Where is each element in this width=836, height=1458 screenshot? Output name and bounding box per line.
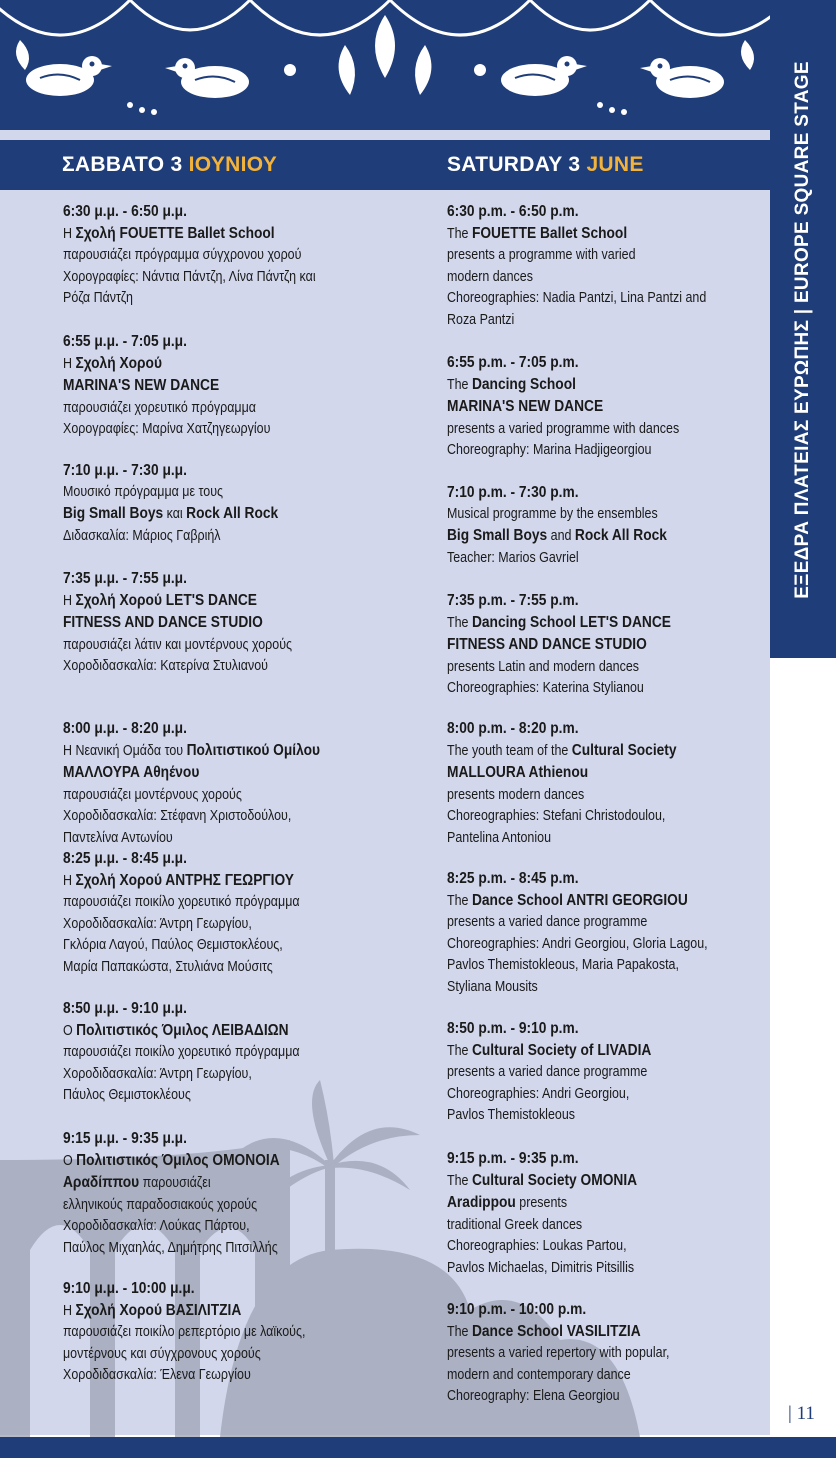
- event-detail: presents a programme with varied: [447, 247, 636, 263]
- event-time: 6:55 p.m. - 7:05 p.m.: [447, 354, 579, 371]
- event-performer: Σχολή FOUETTE Ballet School: [75, 224, 275, 242]
- event-detail: παρουσιάζει πρόγραμμα σύγχρονου χορού: [63, 247, 302, 263]
- event-block: [63, 201, 393, 310]
- event-detail: Χοροδιδασκαλία: Άντρη Γεωργίου,: [63, 1065, 252, 1082]
- event-detail: Μουσικό πρόγραμμα με τους: [63, 483, 224, 500]
- event-detail: Χοροδιδασκαλία: Λούκας Πάρτου,: [63, 1218, 250, 1234]
- event-detail: Choreographies: Andri Georgiou,: [447, 1085, 630, 1102]
- event-detail: Διδασκαλία: Μάριος Γαβριήλ: [63, 527, 221, 544]
- event-time: 9:10 μ.μ. - 10:00 μ.μ.: [63, 1280, 195, 1297]
- event-title-line: [63, 375, 347, 398]
- event-title-line: [447, 525, 731, 548]
- event-detail: Pavlos Themistokleous: [447, 1107, 576, 1123]
- event-performer: Big Small Boys: [447, 527, 548, 544]
- event-performer: Rock All Rock: [186, 505, 279, 522]
- event-title-line: [63, 590, 347, 613]
- event-detail: παρουσιάζει ποικίλο ρεπερτόριο με λαϊκούς,: [63, 1324, 306, 1340]
- event-performer: Dance School ANTRI GEORGIOU: [471, 891, 688, 909]
- event-time: 7:10 μ.μ. - 7:30 μ.μ.: [63, 462, 187, 479]
- event-performer: Dancing School: [471, 375, 576, 393]
- bottom-bar: [0, 1437, 836, 1458]
- event-title-line: [447, 223, 731, 246]
- event-detail: presents Latin and modern dances: [447, 658, 640, 675]
- event-performer: Σχολή Χορού ΑΝΤΡΗΣ ΓΕΩΡΓΙΟΥ: [75, 871, 294, 889]
- event-detail: Pavlos Themistokleous, Maria Papakosta,: [447, 957, 679, 973]
- event-block: [447, 201, 777, 331]
- event-time: 7:10 p.m. - 7:30 p.m.: [447, 484, 579, 501]
- event-performer: Σχολή Χορού ΒΑΣΙΛΙΤΖΙΑ: [75, 1301, 242, 1319]
- event-detail: Pantelina Antoniou: [447, 829, 552, 846]
- event-detail: Χορογραφίες: Νάντια Πάντζη, Λίνα Πάντζη και: [63, 268, 316, 285]
- event-block: [447, 718, 777, 849]
- event-performer: Big Small Boys: [63, 505, 164, 522]
- event-detail: Χοροδιδασκαλία: Άντρη Γεωργίου,: [63, 915, 252, 932]
- event-block: [63, 998, 393, 1107]
- event-time: 6:30 p.m. - 6:50 p.m.: [447, 203, 579, 220]
- event-block: [63, 460, 393, 547]
- greek-date-heading: ΣΑΒΒΑΤΟ 3 ΙΟΥΝΙΟΥ: [62, 153, 278, 176]
- event-block: [447, 1148, 777, 1279]
- event-time: 7:35 p.m. - 7:55 p.m.: [447, 592, 579, 609]
- event-time: 8:25 p.m. - 8:45 p.m.: [447, 870, 579, 887]
- venue-label: ΕΞΕΔΡΑ ΠΛΑΤΕΙΑΣ ΕΥΡΩΠΗΣ | EUROPE SQUARE STAGE: [792, 61, 813, 599]
- event-performer: Σχολή Χορού: [75, 354, 162, 372]
- event-block: [447, 482, 777, 569]
- event-title-prefix: The: [447, 614, 472, 631]
- event-performer: FITNESS AND DANCE STUDIO: [63, 614, 263, 631]
- event-title-line: [63, 1150, 347, 1173]
- event-title-line: [63, 223, 347, 246]
- event-detail: Choreography: Marina Hadjigeorgiou: [447, 442, 652, 458]
- event-block: [447, 352, 777, 462]
- event-detail: Roza Pantzi: [447, 311, 515, 328]
- event-detail: ελληνικούς παραδοσιακούς χορούς: [63, 1196, 258, 1213]
- event-detail: παρουσιάζει ποικίλο χορευτικό πρόγραμμα: [63, 1044, 300, 1060]
- event-title-line: [447, 1321, 731, 1344]
- event-detail: Χοροδιδασκαλία: Έλενα Γεωργίου: [63, 1367, 251, 1383]
- event-time: 8:50 μ.μ. - 9:10 μ.μ.: [63, 1000, 187, 1017]
- event-detail: Χορογραφίες: Μαρίνα Χατζηγεωργίου: [63, 421, 271, 437]
- event-title-line: [447, 1192, 731, 1215]
- event-title-line: [63, 353, 347, 376]
- event-time: 8:50 p.m. - 9:10 p.m.: [447, 1020, 579, 1037]
- event-detail: Χοροδιδασκαλία: Κατερίνα Στυλιανού: [63, 658, 268, 674]
- event-title-line: [63, 870, 347, 893]
- event-title-prefix: Ο: [63, 1152, 77, 1169]
- event-title-line: [447, 740, 731, 763]
- event-detail: Choreographies: Nadia Pantzi, Lina Pantzi and: [447, 290, 707, 306]
- event-time: 7:35 μ.μ. - 7:55 μ.μ.: [63, 570, 187, 587]
- event-title-prefix: The: [447, 1172, 472, 1189]
- event-detail: Ρόζα Πάντζη: [63, 290, 134, 306]
- event-performer: Σχολή Χορού LET'S DANCE: [75, 591, 257, 609]
- event-title-line: [63, 1172, 347, 1195]
- event-performer: Dance School VASILITZIA: [471, 1322, 641, 1340]
- event-performer: Πολιτιστικός Όμιλος ΛΕΙΒΑΔΙΩΝ: [76, 1021, 289, 1039]
- event-block: [63, 848, 393, 978]
- event-title-prefix: The youth team of the: [447, 742, 572, 759]
- event-block: [447, 1018, 777, 1127]
- event-title-line: [447, 396, 731, 419]
- event-title-line: [447, 890, 731, 913]
- event-title-line: [63, 1300, 347, 1323]
- event-title-line: [63, 612, 347, 635]
- event-title-prefix: The: [447, 1042, 472, 1059]
- event-title-line: [447, 1170, 731, 1193]
- event-title-line: [447, 612, 731, 635]
- event-detail: παρουσιάζει μοντέρνους χορούς: [63, 786, 242, 803]
- decorative-bird-pattern: [0, 0, 770, 130]
- event-detail: traditional Greek dances: [447, 1216, 583, 1233]
- event-performer: Αραδίππου: [63, 1174, 140, 1191]
- event-detail: Choreographies: Loukas Partou,: [447, 1238, 627, 1254]
- event-title-line: [447, 374, 731, 397]
- event-title-prefix: Η: [63, 872, 76, 889]
- page-number: | 11: [788, 1403, 815, 1424]
- event-detail: Choreography: Elena Georgiou: [447, 1388, 620, 1404]
- event-title-prefix: Η: [63, 1302, 76, 1319]
- event-detail: presents a varied dance programme: [447, 1064, 648, 1080]
- event-block: [63, 568, 393, 678]
- event-performer: Πολιτιστικού Ομίλου: [186, 741, 321, 759]
- event-time: 9:15 μ.μ. - 9:35 μ.μ.: [63, 1130, 187, 1147]
- event-performer: MARINA'S NEW DANCE: [447, 398, 604, 415]
- event-title-suffix: παρουσιάζει: [139, 1175, 211, 1191]
- event-title-joiner: and: [547, 528, 575, 544]
- event-detail: Choreographies: Andri Georgiou, Gloria Lagou,: [447, 935, 708, 952]
- event-detail: Choreographies: Katerina Stylianou: [447, 680, 644, 696]
- event-performer: Cultural Society: [571, 741, 677, 759]
- event-detail: μοντέρνους και σύγχρονους χορούς: [63, 1345, 261, 1362]
- event-title-prefix: Η: [63, 225, 76, 242]
- event-block: [447, 590, 777, 700]
- event-title-prefix: The: [447, 376, 472, 393]
- event-detail: Musical programme by the ensembles: [447, 505, 658, 522]
- event-time: 8:00 p.m. - 8:20 p.m.: [447, 720, 579, 737]
- event-title-line: [63, 762, 347, 785]
- event-detail: παρουσιάζει λάτιν και μοντέρνους χορούς: [63, 636, 293, 653]
- event-detail: presents a varied programme with dances: [447, 420, 680, 437]
- event-title-prefix: The: [447, 1323, 472, 1340]
- event-detail: παρουσιάζει ποικίλο χορευτικό πρόγραμμα: [63, 894, 300, 910]
- event-title-prefix: Η: [63, 592, 76, 609]
- event-title-line: [447, 1040, 731, 1063]
- event-detail: Παντελίνα Αντωνίου: [63, 829, 173, 846]
- event-time: 8:00 μ.μ. - 8:20 μ.μ.: [63, 720, 187, 737]
- event-title-line: [63, 1020, 347, 1043]
- event-performer: MARINA'S NEW DANCE: [63, 377, 220, 394]
- event-detail: presents a varied repertory with popular,: [447, 1345, 670, 1361]
- event-performer: Rock All Rock: [574, 527, 667, 544]
- event-title-prefix: Η Νεανική Ομάδα του: [63, 742, 187, 759]
- event-time: 8:25 μ.μ. - 8:45 μ.μ.: [63, 850, 187, 867]
- event-block: [63, 718, 393, 849]
- event-block: [63, 1128, 393, 1259]
- page-number-value: 11: [796, 1403, 815, 1424]
- event-performer: Dancing School LET'S DANCE: [471, 613, 671, 631]
- event-performer: FOUETTE Ballet School: [471, 224, 628, 242]
- event-detail: Παύλος Μιχαηλάς, Δημήτρης Πιτσιλλής: [63, 1239, 278, 1256]
- event-block: [447, 1299, 777, 1408]
- event-block: [447, 868, 777, 998]
- event-title-prefix: Η: [63, 355, 76, 372]
- event-detail: Pavlos Michaelas, Dimitris Pitsillis: [447, 1259, 635, 1276]
- event-performer: Cultural Society of LIVADIA: [471, 1041, 652, 1059]
- event-performer: ΜΑΛΛΟΥΡΑ Αθηένου: [63, 764, 200, 781]
- event-detail: presents a varied dance programme: [447, 914, 648, 930]
- event-detail: presents modern dances: [447, 786, 585, 803]
- event-time: 6:55 μ.μ. - 7:05 μ.μ.: [63, 333, 187, 350]
- event-time: 9:10 p.m. - 10:00 p.m.: [447, 1301, 587, 1318]
- event-title-prefix: The: [447, 225, 472, 242]
- event-detail: Μαρία Παπακώστα, Στυλιάνα Μούσιτς: [63, 958, 273, 975]
- event-detail: Γκλόρια Λαγού, Παύλος Θεμιστοκλέους,: [63, 937, 283, 953]
- event-performer: Πολιτιστικός Όμιλος ΟΜΟΝΟΙΑ: [76, 1151, 280, 1169]
- event-detail: Choreographies: Stefani Christodoulou,: [447, 808, 666, 824]
- event-detail: modern dances: [447, 268, 533, 285]
- event-title-line: [63, 503, 347, 526]
- event-detail: Πάυλος Θεμιστοκλέους: [63, 1087, 191, 1103]
- event-detail: Χοροδιδασκαλία: Στέφανη Χριστοδούλου,: [63, 808, 292, 824]
- event-performer: Aradippou: [447, 1194, 516, 1211]
- event-title-joiner: και: [163, 506, 187, 522]
- event-title-line: [447, 762, 731, 785]
- event-detail: Styliana Mousits: [447, 978, 538, 995]
- event-title-line: [63, 740, 347, 763]
- event-detail: modern and contemporary dance: [447, 1366, 631, 1383]
- event-performer: Cultural Society OMONIA: [471, 1171, 638, 1189]
- event-performer: FITNESS AND DANCE STUDIO: [447, 636, 647, 653]
- event-time: 6:30 μ.μ. - 6:50 μ.μ.: [63, 203, 187, 220]
- event-block: [63, 1278, 393, 1387]
- event-detail: Teacher: Marios Gavriel: [447, 549, 579, 566]
- event-block: [63, 331, 393, 441]
- english-date-heading: SATURDAY 3 JUNE: [447, 153, 644, 176]
- event-title-line: [447, 634, 731, 657]
- event-detail: παρουσιάζει χορευτικό πρόγραμμα: [63, 399, 257, 416]
- event-title-prefix: The: [447, 892, 472, 909]
- event-performer: MALLOURA Athienou: [447, 764, 589, 781]
- event-title-suffix: presents: [515, 1195, 568, 1211]
- event-title-prefix: Ο: [63, 1022, 77, 1039]
- event-time: 9:15 p.m. - 9:35 p.m.: [447, 1150, 579, 1167]
